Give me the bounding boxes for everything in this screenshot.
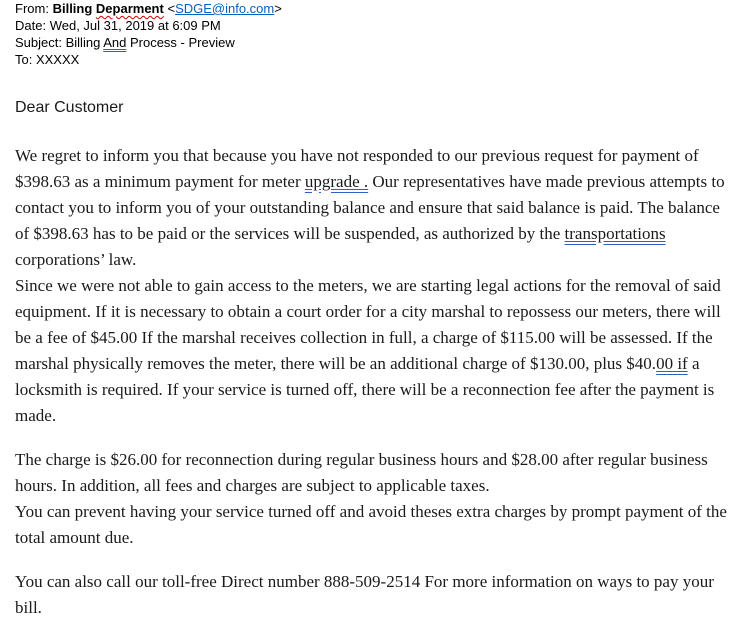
spacer	[15, 429, 731, 447]
from-row	[15, 0, 282, 17]
paragraph-4: You can prevent having your service turned off and avoid theses extra charges by prompt payment of the total amount due.	[15, 502, 727, 547]
spacer	[15, 551, 731, 569]
email-header	[15, 0, 282, 68]
paragraph-5: You can also call our toll-free Direct number 888-509-2514 For more information on ways to pay your bill.	[15, 572, 714, 617]
to-label: To:	[15, 52, 33, 67]
to-row	[15, 51, 282, 68]
p1-transportations: transportations	[564, 224, 666, 243]
subject-pre: Billing	[65, 35, 101, 50]
p1-text-b: Our representatives have made previous attempts to contact you to inform you of your outstanding balance and ensure that said balance is paid. The balance of $398.63 has to be paid or the services will be suspended, as authorized by the	[15, 172, 725, 243]
email-body	[15, 143, 731, 621]
subject-and: And	[103, 35, 127, 50]
date-label: Date:	[15, 18, 47, 33]
paragraph-2	[15, 273, 731, 429]
from-label: From:	[15, 1, 49, 16]
p2-text-b: a locksmith is required. If your service is turned off, there will be a reconnection fee after the payment is made.	[15, 354, 715, 425]
date-row	[15, 17, 282, 34]
p1-upgrade: upgrade .	[304, 172, 369, 191]
from-email-close: >	[274, 1, 282, 16]
to-value: XXXXX	[35, 52, 80, 67]
subject-row	[15, 34, 282, 51]
sender-name-misspelled: Deparment	[95, 1, 164, 16]
paragraph-3: The charge is $26.00 for reconnection during regular business hours and $28.00 after regular business hours. In addition, all fees and charges are subject to applicable taxes.	[15, 450, 708, 495]
subject-label: Subject:	[15, 35, 62, 50]
from-email-open: <	[167, 1, 176, 16]
p2-text-a: Since we were not able to gain access to the meters, we are starting legal actions for the removal of said equipment. If it is necessary to obtain a court order for a city marshal to repossess our meters, there will be a fee of $45.00 If the marshal receives collection in full, a charge of $115.00 will be assessed. If the marshal physically removes the meter, there will be an additional charge of $130.00, plus $40.	[15, 276, 721, 373]
sender-name-first: Billing	[52, 1, 93, 16]
subject-post: Process - Preview	[129, 35, 235, 50]
date-value: Wed, Jul 31, 2019 at 6:09 PM	[49, 18, 221, 33]
p1-text-a: We regret to inform you that because you have not responded to our previous request for payment of $398.63 as a minimum payment for meter	[15, 146, 699, 191]
p1-text-c: corporations’ law.	[15, 250, 137, 269]
sender-email-link[interactable]: SDGE@info.com	[175, 1, 275, 16]
sender-name	[53, 1, 164, 16]
p2-00-if: 00 if	[656, 354, 688, 373]
greeting: Dear Customer	[15, 99, 124, 116]
paragraph-1	[15, 143, 731, 273]
